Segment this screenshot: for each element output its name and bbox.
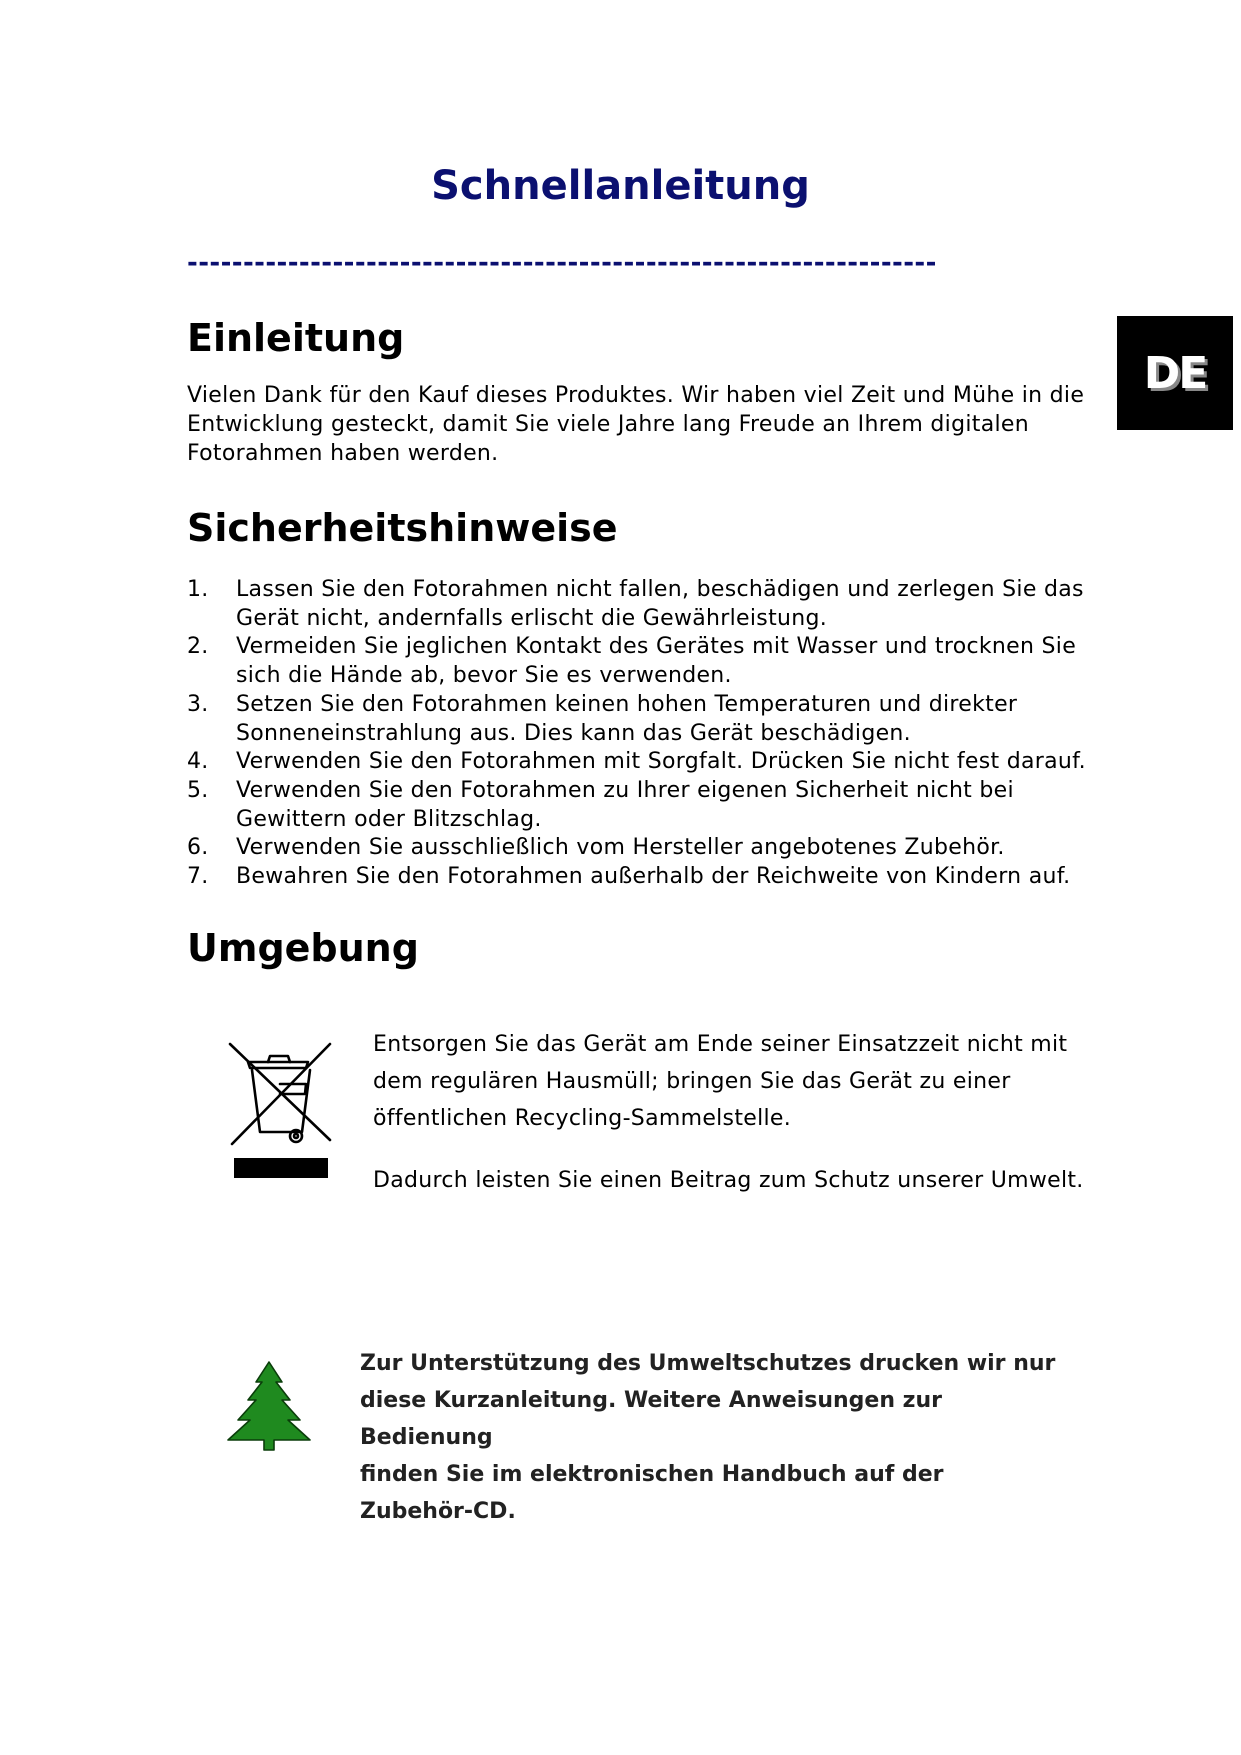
safety-list — [187, 576, 1087, 892]
eco-note-line: Zubehör-CD. — [360, 1499, 516, 1524]
intro-line: Vielen Dank für den Kauf dieses Produktes. Wir haben viel Zeit und Mühe in die — [187, 383, 1085, 408]
language-tab-label: DE — [1143, 347, 1207, 399]
disposal-line: Entsorgen Sie das Gerät am Ende seiner Einsatzzeit nicht mit — [373, 1032, 1068, 1057]
list-item-text — [236, 576, 1087, 633]
intro-heading: Einleitung — [187, 316, 405, 360]
safety-heading: Sicherheitshinweise — [187, 506, 618, 550]
list-item-line: Gewittern oder Blitzschlag. — [236, 806, 542, 832]
language-tab — [1117, 316, 1233, 430]
list-item — [187, 777, 1087, 834]
title-divider: ------------------------------------------------------------------- — [187, 248, 937, 278]
list-item — [187, 834, 1087, 863]
list-item-text — [236, 777, 1087, 834]
list-item-text — [236, 748, 1087, 777]
eco-note-text — [360, 1345, 1080, 1530]
list-item-number: 7. — [187, 864, 209, 890]
list-item-line: Vermeiden Sie jeglichen Kontakt des Gerätes mit Wasser und trocknen Sie — [236, 634, 1077, 660]
list-item-number: 3. — [187, 691, 209, 717]
eco-note-line: finden Sie im elektronischen Handbuch auf der — [360, 1462, 944, 1487]
list-item-text — [236, 691, 1087, 748]
disposal-line: dem regulären Hausmüll; bringen Sie das Gerät zu einer — [373, 1069, 1011, 1094]
list-item-line: Setzen Sie den Fotorahmen keinen hohen Temperaturen und direkter — [236, 691, 1018, 717]
list-item-text — [236, 863, 1087, 892]
eco-note-line: diese Kurzanleitung. Weitere Anweisungen zur Bedienung — [360, 1388, 942, 1450]
list-item-number: 1. — [187, 577, 209, 602]
list-item — [187, 691, 1087, 748]
list-item-line: Sonneneinstrahlung aus. Dies kann das Gerät beschädigen. — [236, 720, 911, 746]
list-item-line: sich die Hände ab, bevor Sie es verwenden. — [236, 663, 732, 689]
list-item-line: Verwenden Sie den Fotorahmen mit Sorgfalt. Drücken Sie nicht fest darauf. — [236, 749, 1086, 775]
disposal-line: öffentlichen Recycling-Sammelstelle. — [373, 1106, 792, 1131]
list-item — [187, 863, 1087, 892]
list-item — [187, 748, 1087, 777]
list-item-number: 4. — [187, 749, 209, 775]
list-item-line: Gerät nicht, andernfalls erlischt die Gewährleistung. — [236, 605, 828, 631]
disposal-text — [373, 1026, 1093, 1137]
list-item — [187, 576, 1087, 633]
contribution-text: Dadurch leisten Sie einen Beitrag zum Schutz unserer Umwelt. — [373, 1168, 1084, 1193]
list-item-line: Lassen Sie den Fotorahmen nicht fallen, beschädigen und zerlegen Sie das — [236, 577, 1084, 602]
fir-tree-icon — [224, 1360, 314, 1452]
environment-heading: Umgebung — [187, 926, 419, 970]
intro-line: Entwicklung gesteckt, damit Sie viele Jahre lang Freude an Ihrem digitalen — [187, 412, 1029, 437]
intro-line: Fotorahmen haben werden. — [187, 441, 499, 466]
list-item-line: Bewahren Sie den Fotorahmen außerhalb der Reichweite von Kindern auf. — [236, 864, 1071, 890]
page-title: Schnellanleitung — [431, 163, 810, 209]
list-item-line: Verwenden Sie ausschließlich vom Hersteller angebotenes Zubehör. — [236, 835, 1005, 861]
list-item-text — [236, 633, 1087, 690]
list-item-number: 5. — [187, 777, 209, 803]
intro-paragraph — [187, 381, 1087, 468]
list-item — [187, 633, 1087, 690]
list-item-text — [236, 834, 1087, 863]
crossed-out-wheelie-bin-icon — [224, 1040, 340, 1184]
eco-note-line: Zur Unterstützung des Umweltschutzes drucken wir nur — [360, 1351, 1056, 1376]
list-item-number: 2. — [187, 634, 209, 660]
list-item-number: 6. — [187, 835, 209, 861]
list-item-line: Verwenden Sie den Fotorahmen zu Ihrer eigenen Sicherheit nicht bei — [236, 777, 1014, 803]
